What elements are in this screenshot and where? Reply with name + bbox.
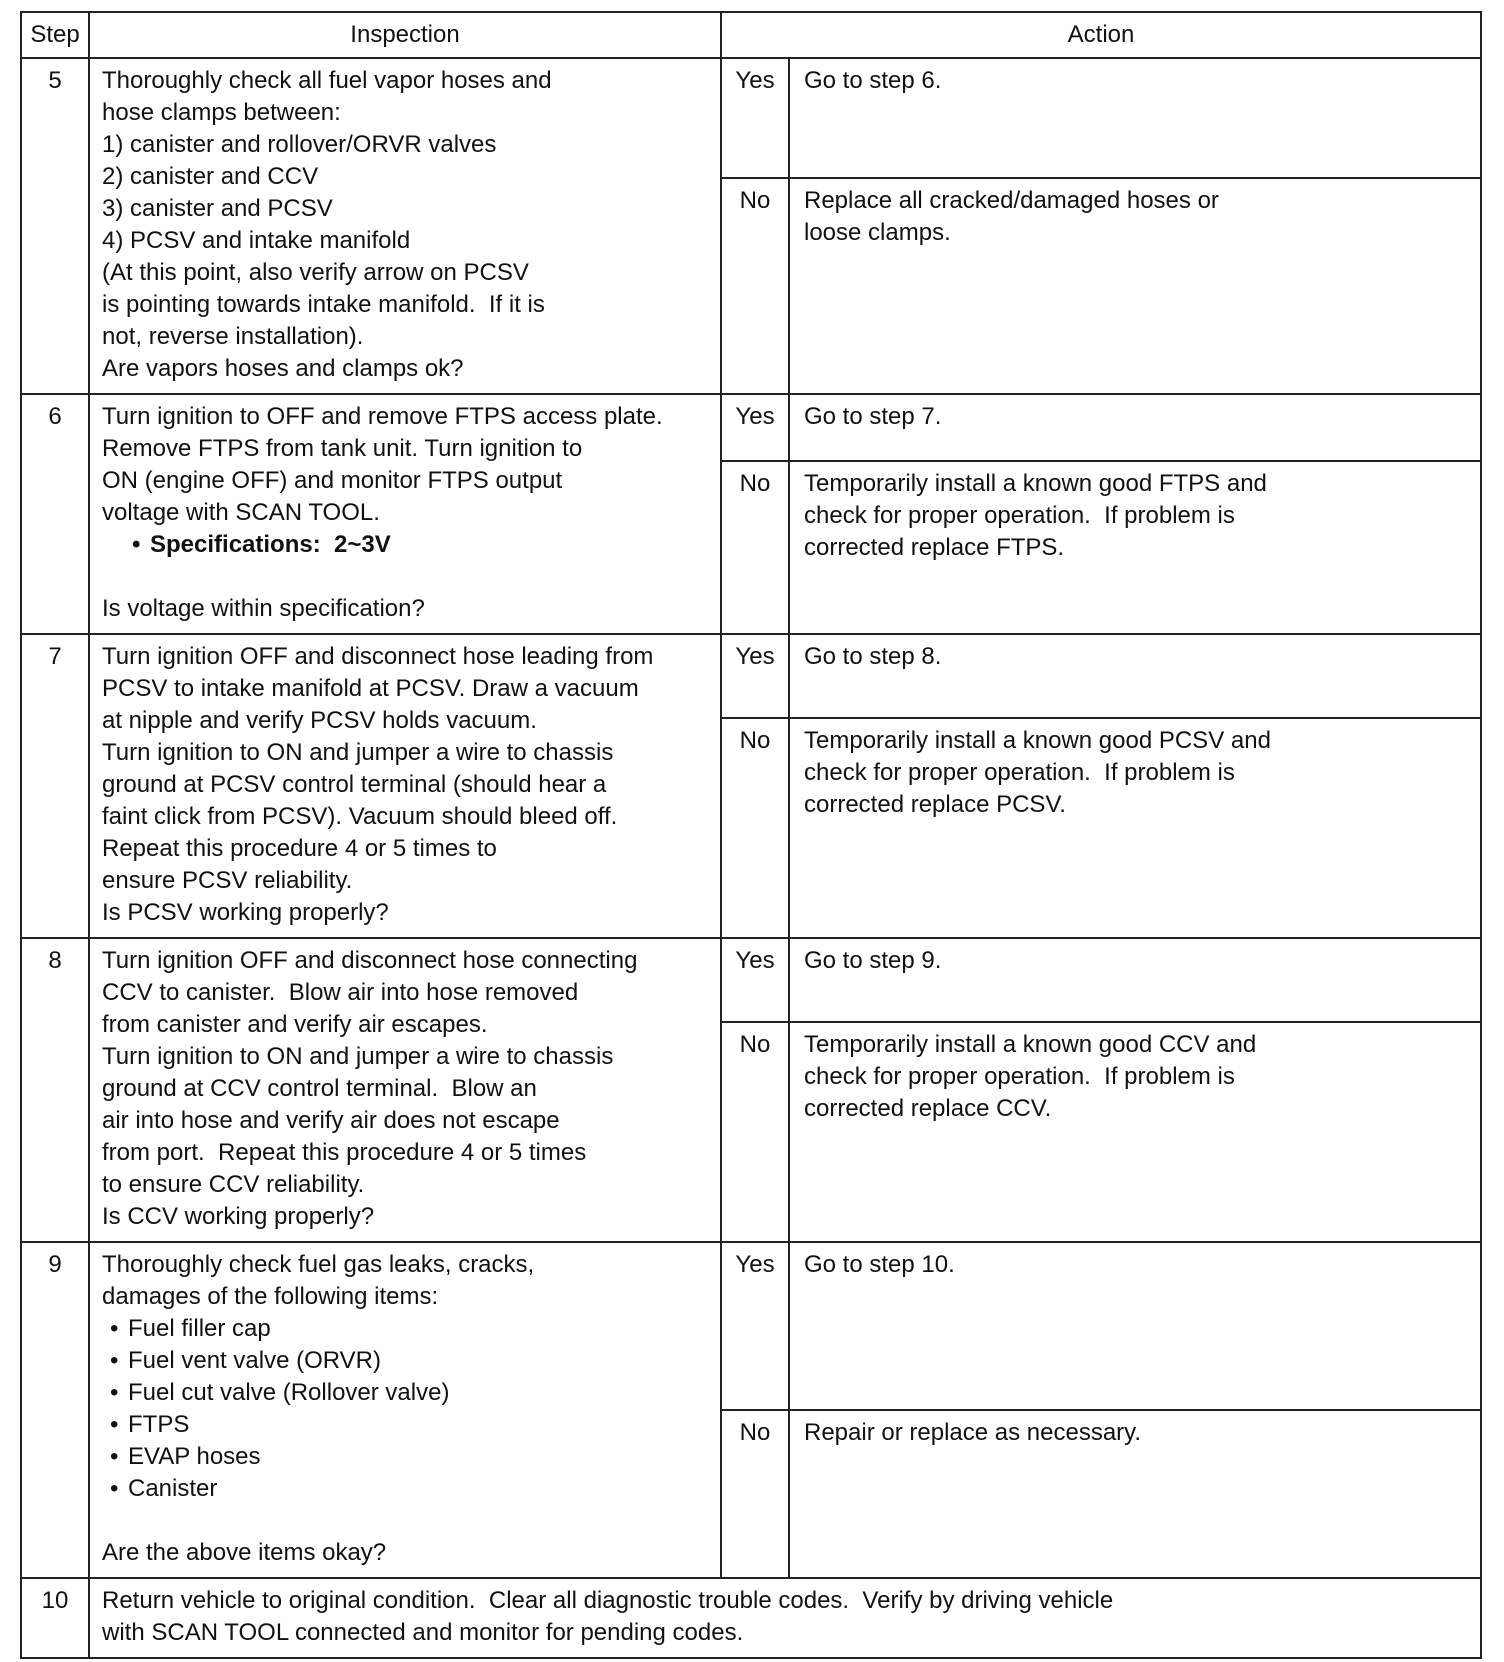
inspection-question: Are the above items okay? [102,1539,387,1566]
list-item: • Canister [102,1473,710,1505]
table-row [21,634,1481,718]
no-action [789,1022,1481,1242]
inspection-line: from canister and verify air escapes. [102,1011,488,1038]
list-item: • Fuel vent valve (ORVR) [102,1345,710,1377]
inspection-line: 1) canister and rollover/ORVR valves [102,131,497,158]
inspection-line: air into hose and verify air does not escape [102,1107,560,1134]
specification: • Specifications: 2~3V [102,529,710,561]
step-number: 5 [21,58,89,394]
step-number: 7 [21,634,89,938]
inspection-line: 2) canister and CCV [102,163,319,190]
table-row [21,394,1481,461]
action-line: Temporarily install a known good PCSV and [804,727,1271,755]
action-line: check for proper operation. If problem is [804,759,1235,787]
table-row [21,938,1481,1022]
yes-label: Yes [721,634,789,718]
action-line: check for proper operation. If problem is [804,1063,1235,1091]
step-number: 9 [21,1242,89,1578]
inspection-line: PCSV to intake manifold at PCSV. Draw a vacuum [102,675,639,702]
header-row [21,12,1481,58]
header-action: Action [721,12,1481,58]
final-step-line: Return vehicle to original condition. Clear all diagnostic trouble codes. Verify by driving vehicle [102,1587,1114,1614]
inspection-cell [89,634,721,938]
inspection-cell [89,938,721,1242]
inspection-line: Turn ignition to OFF and remove FTPS access plate. [102,403,663,430]
no-label: No [721,718,789,938]
action-line: corrected replace PCSV. [804,791,1066,819]
list-item: • Fuel filler cap [102,1313,710,1345]
inspection-cell [89,58,721,394]
action-line: corrected replace FTPS. [804,533,1065,561]
inspection-line: (At this point, also verify arrow on PCSV [102,259,529,286]
spacer [102,1505,710,1537]
inspection-line: voltage with SCAN TOOL. [102,499,380,526]
list-item: • FTPS [102,1409,710,1441]
inspection-line: 3) canister and PCSV [102,195,333,222]
final-step-line: with SCAN TOOL connected and monitor for pending codes. [102,1619,744,1646]
action-line: Temporarily install a known good FTPS and [804,469,1267,497]
inspection-line: from port. Repeat this procedure 4 or 5 times [102,1139,587,1166]
inspection-line: ground at CCV control terminal. Blow an [102,1075,537,1102]
yes-label: Yes [721,58,789,178]
yes-label: Yes [721,1242,789,1410]
inspection-line: is pointing towards intake manifold. If it is [102,291,545,318]
inspection-cell [89,394,721,634]
no-label: No [721,1410,789,1578]
inspection-line: Is CCV working properly? [102,1203,375,1230]
inspection-line: 4) PCSV and intake manifold [102,227,411,254]
step-number: 10 [21,1578,89,1658]
inspection-cell [89,1242,721,1578]
yes-action: Go to step 7. [789,394,1481,461]
inspection-line: at nipple and verify PCSV holds vacuum. [102,707,537,734]
inspection-line: Thoroughly check all fuel vapor hoses and [102,67,552,94]
action-line: Temporarily install a known good CCV and [804,1031,1257,1059]
table-row [21,1242,1481,1410]
header-inspection: Inspection [89,12,721,58]
no-label: No [721,178,789,394]
no-action [789,178,1481,394]
table-row [21,58,1481,178]
no-label: No [721,461,789,634]
inspection-line: CCV to canister. Blow air into hose removed [102,979,579,1006]
yes-label: Yes [721,938,789,1022]
list-item: • EVAP hoses [102,1441,710,1473]
inspection-line: ground at PCSV control terminal (should hear a [102,771,607,798]
table-row [21,1578,1481,1658]
step-number: 8 [21,938,89,1242]
inspection-line: not, reverse installation). [102,323,364,350]
no-action [789,1410,1481,1578]
yes-action: Go to step 8. [789,634,1481,718]
inspection-line: Turn ignition to ON and jumper a wire to chassis [102,1043,614,1070]
action-line: Repair or replace as necessary. [804,1419,1142,1446]
diagnostic-table [20,11,1482,1659]
inspection-line: hose clamps between: [102,99,341,126]
action-line: loose clamps. [804,219,951,246]
yes-label: Yes [721,394,789,461]
action-line: corrected replace CCV. [804,1095,1052,1123]
inspection-line: damages of the following items: [102,1283,439,1310]
yes-action: Go to step 9. [789,938,1481,1022]
inspection-line: Turn ignition OFF and disconnect hose leading from [102,643,654,670]
action-line: check for proper operation. If problem is [804,501,1235,529]
inspection-question: Is voltage within specification? [102,595,425,622]
inspection-line: Turn ignition to ON and jumper a wire to chassis [102,739,614,766]
yes-action: Go to step 6. [789,58,1481,178]
list-item: • Fuel cut valve (Rollover valve) [102,1377,710,1409]
yes-action: Go to step 10. [789,1242,1481,1410]
no-action [789,718,1481,938]
header-step: Step [21,12,89,58]
spacer [102,561,710,593]
action-line: Replace all cracked/damaged hoses or [804,187,1219,214]
no-action [789,461,1481,634]
inspection-line: Is PCSV working properly? [102,899,389,926]
inspection-line: Turn ignition OFF and disconnect hose connecting [102,947,638,974]
inspection-line: ON (engine OFF) and monitor FTPS output [102,467,563,494]
inspection-line: Repeat this procedure 4 or 5 times to [102,835,497,862]
no-label: No [721,1022,789,1242]
step-number: 6 [21,394,89,634]
inspection-line: faint click from PCSV). Vacuum should bleed off. [102,803,618,830]
inspection-line: ensure PCSV reliability. [102,867,353,894]
inspection-line: Remove FTPS from tank unit. Turn ignition to [102,435,583,462]
inspection-line: Thoroughly check fuel gas leaks, cracks, [102,1251,535,1278]
final-step-cell [89,1578,1481,1658]
inspection-line: to ensure CCV reliability. [102,1171,365,1198]
inspection-line: Are vapors hoses and clamps ok? [102,355,464,382]
